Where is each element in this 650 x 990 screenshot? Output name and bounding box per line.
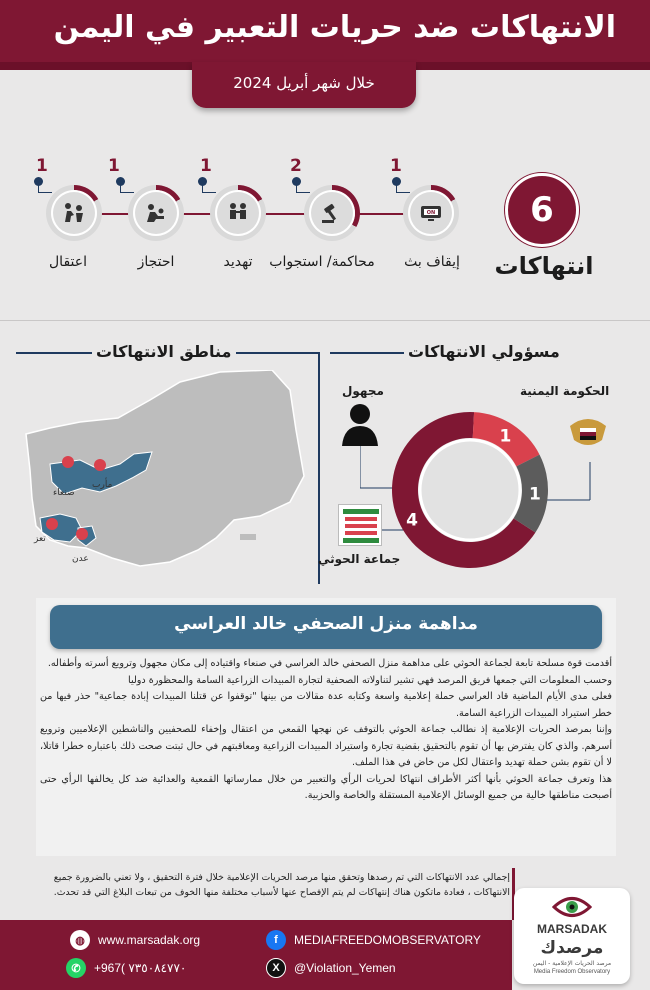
category-detention xyxy=(128,185,184,241)
x-twitter-icon: X xyxy=(266,958,286,978)
phone-number[interactable]: +967( ٧٣٥٠٨٤٧٧٠ xyxy=(94,961,187,975)
twitter-handle[interactable]: @Violation_Yemen xyxy=(294,961,396,975)
page-title: الانتهاكات ضد حريات التعبير في اليمن xyxy=(53,10,616,45)
footer xyxy=(0,920,512,990)
map-section-title: مناطق الانتهاكات xyxy=(96,342,232,361)
section-title-rule xyxy=(330,352,404,354)
threat-icon xyxy=(215,190,261,236)
section-vertical-divider xyxy=(318,352,320,584)
gavel-icon xyxy=(309,190,355,236)
responsible-section-title: مسؤولي الانتهاكات xyxy=(408,342,560,361)
category-threat xyxy=(210,185,266,241)
logo-name-en: MARSADAK xyxy=(537,922,607,936)
label-government: الحكومة اليمنية xyxy=(520,384,610,398)
map-marker-taiz xyxy=(46,518,58,530)
story-title: مداهمة منزل الصحفي خالد العراسي xyxy=(174,614,478,634)
story-paragraph: أقدمت قوة مسلحة تابعة لجماعة الحوثي على مداهمة منزل الصحفي خالد العراسي في صنعاء واقتياده إلى مكان مجهول وترويع أسرته وأطفاله. xyxy=(47,658,612,669)
story-paragraph: وحسب المعلومات التي جمعها فريق المرصد فهي تشير لتناولاته الصحفية لتجارة المبيدات الزراعية السامة والمحظورة دوليا xyxy=(128,674,612,686)
yemen-map xyxy=(20,370,310,580)
category-label: اعتقال xyxy=(49,254,87,270)
whatsapp-icon: ✆ xyxy=(66,958,86,978)
section-divider xyxy=(0,320,650,321)
category-stop-broadcast xyxy=(403,185,459,241)
category-count: 1 xyxy=(390,156,402,176)
responsible-donut-chart xyxy=(390,410,550,570)
category-arrest xyxy=(46,185,102,241)
tv-off-icon xyxy=(408,190,454,236)
logo-name-ar: مرصدك xyxy=(540,938,604,958)
globe-icon: ◍ xyxy=(70,930,90,950)
category-label: محاكمة/ استجواب xyxy=(269,254,375,270)
donut-center xyxy=(420,440,520,540)
footer-facebook[interactable] xyxy=(266,930,481,950)
map-label-taiz: تعز xyxy=(34,534,46,544)
donut-value-label: 4 xyxy=(406,510,419,531)
page-subtitle: خلال شهر أبريل 2024 xyxy=(233,74,375,92)
section-title-rule xyxy=(16,352,92,354)
label-houthi: جماعة الحوثي xyxy=(318,552,401,566)
donut-value-label: 1 xyxy=(528,484,541,505)
website-link[interactable]: www.marsadak.org xyxy=(98,933,201,947)
facebook-icon: f xyxy=(266,930,286,950)
category-trial xyxy=(304,185,360,241)
footer-website[interactable] xyxy=(70,930,200,950)
map-label-marib: مأرب xyxy=(92,480,113,490)
map-island xyxy=(240,534,256,540)
subtitle-tab xyxy=(192,62,416,108)
marsadak-logo xyxy=(514,888,630,984)
header-bar xyxy=(0,0,650,62)
map-marker-marib xyxy=(94,459,106,471)
category-label: تهديد xyxy=(223,254,253,270)
story-paragraph: وإننا بمرصد الحريات الإعلامية إذ نطالب جماعة الحوثي بالتوقف عن نهجها القمعي من اعتقال وإخفاء للصحفيين والناشطين الإعلاميين وترويع أسرهم. والذي كان يفترض بها أن تقوم بالتحقيق بقضية تجارة واستيراد المبيدات الزراعية ومعاقبتهم في حال ثبتت صحت ذلك باعتباره خطرا قاتلا، لا أن تقوم بشن حملة تهديد واعتقال لكل من خاض في هذا الملف. xyxy=(40,724,612,768)
map-marker-aden xyxy=(76,528,88,540)
label-unknown: مجهول xyxy=(342,384,384,398)
methodology-note: إجمالي عدد الانتهاكات التي تم رصدها وتحقق منها مرصد الحريات الإعلامية خلال فترة التحقيق ، ولا تعني بالضرورة جميع الانتهاكات ، فعادة ماتكون هناك إنتهاكات لم يتم الإفصاح عنها لأسباب مختلفة منها الخوف من تبعات البلاغ التي قد تحدث. xyxy=(53,872,510,898)
total-violations-badge xyxy=(505,173,579,247)
category-label: إيقاف بث xyxy=(404,254,460,270)
logo-subtitle-en: Media Freedom Observatory xyxy=(533,969,611,975)
total-violations-count: 6 xyxy=(530,190,554,230)
map-label-sanaa: صنعاء xyxy=(53,488,75,498)
story-header xyxy=(50,605,602,649)
story-paragraph: هذا وتعرف جماعة الحوثي بأنها أكثر الأطراف انتهاكا لحريات الرأي والتعبير من خلال ممارساتها القمعية والعدائية ضد كل يخالفها الرأي حتى أصبحت مناطقها خالية من جميع الوسائل الإعلامية المستقلة والخاصة والحزبية. xyxy=(40,773,612,801)
footer-twitter[interactable] xyxy=(266,958,396,978)
section-title-rule xyxy=(236,352,318,354)
donut-value-label: 1 xyxy=(499,426,512,447)
category-count: 1 xyxy=(36,156,48,176)
category-label: احتجاز xyxy=(137,254,175,270)
logo-subtitle-ar: مرصد الحريات الإعلامية - اليمن xyxy=(532,960,612,967)
category-count: 1 xyxy=(108,156,120,176)
arrest-icon xyxy=(51,190,97,236)
map-label-aden: عدن xyxy=(72,554,89,564)
facebook-link[interactable]: MEDIAFREEDOMOBSERVATORY xyxy=(294,933,481,947)
category-count: 2 xyxy=(290,156,302,176)
map-marker-sanaa xyxy=(62,456,74,468)
story-body xyxy=(40,656,612,805)
story-paragraph: فعلى مدى الأيام الماضية قاد العراسي حملة إعلامية واسعة وكتابه عدة مقالات من بينها "توقفوا عن قتلنا المبيدات إبادة جماعية" حذر فيها من خطر استيراد المبيدات الزراعية السامة. xyxy=(40,691,612,719)
detention-icon xyxy=(133,190,179,236)
svg-text:ON: ON xyxy=(426,210,436,216)
total-violations-label: انتهاكات xyxy=(494,252,594,280)
eye-logo-icon xyxy=(552,894,592,920)
donut-svg xyxy=(390,410,550,570)
category-count: 1 xyxy=(200,156,212,176)
footer-phone[interactable] xyxy=(66,958,186,978)
